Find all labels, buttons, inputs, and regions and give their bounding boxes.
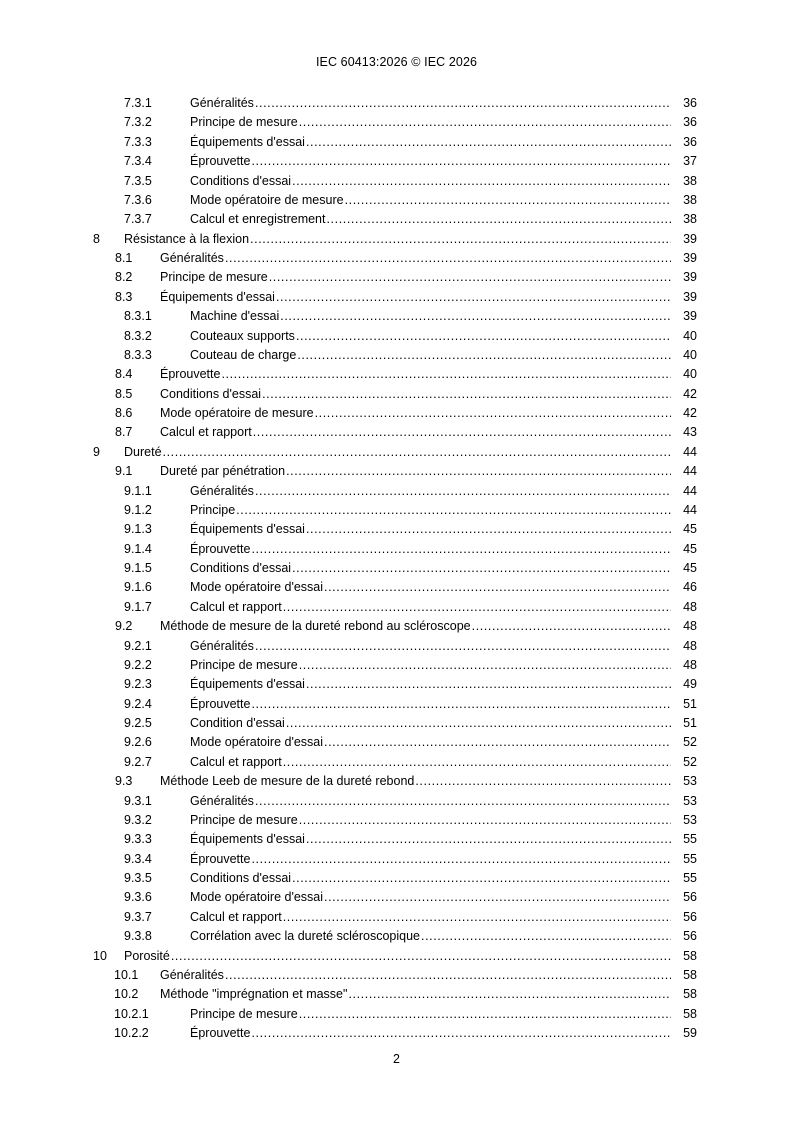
toc-dot-leader xyxy=(250,152,671,171)
toc-entry-page[interactable]: 59 xyxy=(683,1026,697,1040)
toc-entry-title-line xyxy=(160,423,671,442)
toc-entry-page[interactable]: 37 xyxy=(683,154,697,169)
toc-entry-title-line xyxy=(124,443,671,462)
toc-entry-page[interactable]: 36 xyxy=(683,96,697,110)
toc-entry-page[interactable]: 46 xyxy=(683,580,697,595)
toc-entry-number: 9.3.3 xyxy=(124,832,152,847)
toc-entry[interactable] xyxy=(0,695,793,714)
toc-entry-title[interactable]: Généralités xyxy=(190,793,254,808)
toc-entry-page[interactable]: 38 xyxy=(683,173,697,188)
toc-entry-title[interactable]: Équipements d'essai xyxy=(160,289,275,304)
toc-entry[interactable] xyxy=(0,830,793,849)
toc-entry-title-line xyxy=(190,830,671,849)
toc-entry-number: 9.3.2 xyxy=(124,812,152,827)
toc-dot-leader xyxy=(323,888,671,907)
toc-entry-page[interactable]: 58 xyxy=(683,967,697,982)
toc-entry[interactable] xyxy=(0,365,793,384)
toc-entry[interactable] xyxy=(0,927,793,946)
toc-dot-leader xyxy=(314,404,671,423)
toc-entry-title[interactable]: Mode opératoire d'essai xyxy=(190,890,324,905)
toc-dot-leader xyxy=(305,133,671,152)
toc-entry[interactable] xyxy=(0,172,793,191)
toc-dot-leader xyxy=(325,210,671,229)
toc-entry[interactable] xyxy=(0,1005,793,1024)
toc-entry-page[interactable]: 40 xyxy=(683,328,697,343)
toc-entry-title-line xyxy=(160,288,671,307)
toc-entry-title[interactable]: Mode opératoire de mesure xyxy=(190,192,344,207)
toc-entry-title-line xyxy=(190,714,671,733)
toc-dot-leader xyxy=(298,1005,671,1024)
toc-entry[interactable] xyxy=(0,598,793,617)
toc-entry-title[interactable]: Principe de mesure xyxy=(190,657,298,672)
toc-dot-leader xyxy=(282,908,671,927)
toc-entry-page[interactable]: 44 xyxy=(683,444,697,459)
toc-entry[interactable] xyxy=(0,385,793,404)
toc-dot-leader xyxy=(250,540,671,559)
toc-entry-number: 10.2.2 xyxy=(114,1026,149,1040)
toc-entry-title[interactable]: Corrélation avec la dureté scléroscopique xyxy=(190,929,420,944)
toc-entry[interactable] xyxy=(0,423,793,442)
toc-dot-leader xyxy=(162,443,671,462)
toc-entry-number: 7.3.2 xyxy=(124,115,152,130)
toc-entry-page[interactable]: 43 xyxy=(683,425,697,440)
page-number: 2 xyxy=(393,1052,400,1066)
toc-entry-title-line xyxy=(190,520,671,539)
toc-entry-title-line xyxy=(160,772,671,791)
toc-entry-title[interactable]: Machine d'essai xyxy=(190,309,280,324)
toc-entry-title-line xyxy=(190,210,671,229)
toc-entry-page[interactable]: 58 xyxy=(683,987,697,1002)
toc-entry-number: 9.2.3 xyxy=(124,677,152,692)
toc-entry-title[interactable]: Équipements d'essai xyxy=(190,832,305,847)
toc-entry-number: 9.3.8 xyxy=(124,929,152,944)
toc-entry-title[interactable]: Généralités xyxy=(190,96,254,110)
toc-entry-title-line xyxy=(190,113,671,132)
toc-entry-page[interactable]: 38 xyxy=(683,192,697,207)
toc-entry[interactable] xyxy=(0,811,793,830)
toc-entry-number: 9.2.5 xyxy=(124,716,152,730)
toc-entry-page[interactable]: 44 xyxy=(683,502,697,517)
toc-dot-leader xyxy=(279,307,671,326)
toc-entry-number: 9.3 xyxy=(115,774,133,789)
toc-entry-title-line xyxy=(190,578,671,597)
toc-entry-title-line xyxy=(160,365,671,384)
toc-dot-leader xyxy=(254,792,671,811)
toc-entry-number: 9.3.6 xyxy=(124,890,152,905)
toc-entry-title-line xyxy=(190,172,671,191)
toc-entry-title[interactable]: Équipements d'essai xyxy=(190,677,305,692)
toc-entry-number: 9.1.2 xyxy=(124,502,152,517)
toc-dot-leader xyxy=(414,772,671,791)
toc-entry-title[interactable]: Méthode "imprégnation et masse" xyxy=(160,987,348,1002)
toc-entry-title-line xyxy=(190,152,671,171)
toc-entry-title-line xyxy=(124,947,671,966)
toc-entry-title-line xyxy=(190,133,671,152)
toc-entry-title-line xyxy=(190,540,671,559)
toc-entry-page[interactable]: 56 xyxy=(683,890,697,905)
toc-entry-number: 9.1.4 xyxy=(124,541,152,556)
toc-entry[interactable] xyxy=(0,133,793,152)
toc-entry[interactable] xyxy=(0,869,793,888)
toc-entry-title[interactable]: Couteaux supports xyxy=(190,328,295,343)
toc-entry-number: 9.2 xyxy=(115,619,133,634)
toc-entry-page[interactable]: 48 xyxy=(683,599,697,614)
toc-entry-number: 9.2.1 xyxy=(124,638,152,653)
toc-entry-page[interactable]: 55 xyxy=(683,851,697,866)
toc-dot-leader xyxy=(250,1024,671,1043)
toc-entry-title-line xyxy=(190,1005,671,1024)
toc-dot-leader xyxy=(250,695,671,714)
toc-entry-number: 7.3.5 xyxy=(124,173,152,188)
toc-dot-leader xyxy=(170,947,671,966)
toc-entry-title[interactable]: Mode opératoire de mesure xyxy=(160,406,314,420)
toc-entry-page[interactable]: 51 xyxy=(683,696,697,711)
toc-entry-title-line xyxy=(190,927,671,946)
toc-entry-page[interactable]: 36 xyxy=(683,134,697,149)
toc-entry-page[interactable]: 49 xyxy=(683,677,697,692)
toc-dot-leader xyxy=(298,113,671,132)
toc-entry[interactable] xyxy=(0,578,793,597)
toc-entry-title-line xyxy=(190,695,671,714)
toc-entry[interactable] xyxy=(0,733,793,752)
toc-entry[interactable] xyxy=(0,191,793,210)
toc-dot-leader xyxy=(305,675,671,694)
toc-entry-number: 7.3.6 xyxy=(124,192,152,207)
toc-entry[interactable] xyxy=(0,113,793,132)
toc-entry-title[interactable]: Porosité xyxy=(124,948,170,963)
toc-dot-leader xyxy=(220,365,671,384)
toc-entry-number: 7.3.7 xyxy=(124,212,152,227)
toc-dot-leader xyxy=(298,811,671,830)
toc-entry-title[interactable]: Résistance à la flexion xyxy=(124,231,250,246)
toc-entry-title-line xyxy=(190,792,671,811)
toc-entry-title-line xyxy=(160,985,671,1004)
toc-entry-page[interactable]: 45 xyxy=(683,541,697,556)
toc-entry-title-line xyxy=(160,268,671,287)
toc-dot-leader xyxy=(250,850,671,869)
toc-entry[interactable] xyxy=(0,501,793,520)
toc-entry-number: 9.3.7 xyxy=(124,909,152,924)
toc-entry[interactable] xyxy=(0,985,793,1004)
toc-entry[interactable] xyxy=(0,249,793,268)
toc-entry[interactable] xyxy=(0,307,793,326)
toc-entry-number: 8.3.1 xyxy=(124,309,152,324)
toc-dot-leader xyxy=(305,830,671,849)
toc-entry-number: 9.2.6 xyxy=(124,735,152,750)
toc-dot-leader xyxy=(298,656,671,675)
toc-entry-page[interactable]: 42 xyxy=(683,406,697,420)
toc-entry-title[interactable]: Conditions d'essai xyxy=(190,871,292,885)
toc-entry-title-line xyxy=(160,249,671,268)
toc-entry-title[interactable]: Éprouvette xyxy=(160,367,221,382)
toc-dot-leader xyxy=(261,385,671,404)
toc-entry-number: 8.7 xyxy=(115,425,133,440)
toc-entry[interactable] xyxy=(0,656,793,675)
toc-entry-page[interactable]: 39 xyxy=(683,270,697,285)
toc-dot-leader xyxy=(254,482,671,501)
toc-entry[interactable] xyxy=(0,947,793,966)
toc-entry-title[interactable]: Équipements d'essai xyxy=(190,134,305,149)
toc-entry-title[interactable]: Principe xyxy=(190,502,236,517)
toc-dot-leader xyxy=(224,966,671,985)
toc-entry[interactable] xyxy=(0,94,793,113)
toc-entry-number: 7.3.4 xyxy=(124,154,152,169)
toc-dot-leader xyxy=(471,617,671,636)
toc-entry-page[interactable]: 53 xyxy=(683,774,697,789)
toc-entry-title-line xyxy=(190,598,671,617)
toc-entry[interactable] xyxy=(0,268,793,287)
toc-entry[interactable] xyxy=(0,714,793,733)
toc-entry-title-line xyxy=(190,888,671,907)
toc-entry-title[interactable]: Généralités xyxy=(160,251,224,265)
toc-dot-leader xyxy=(285,462,671,481)
toc-entry-number: 8.3 xyxy=(115,289,133,304)
toc-entry[interactable] xyxy=(0,443,793,462)
toc-entry-page[interactable]: 38 xyxy=(683,212,697,227)
toc-entry-title-line xyxy=(190,559,671,578)
toc-entry-number: 9 xyxy=(93,444,100,459)
toc-dot-leader xyxy=(249,230,671,249)
toc-dot-leader xyxy=(224,249,671,268)
toc-entry-number: 9.1.6 xyxy=(124,580,152,595)
toc-entry-title[interactable]: Condition d'essai xyxy=(190,716,285,730)
toc-entry-title[interactable]: Calcul et rapport xyxy=(160,425,252,440)
toc-entry-title[interactable]: Conditions d'essai xyxy=(190,173,292,188)
toc-entry[interactable] xyxy=(0,404,793,423)
toc-entry-title[interactable]: Généralités xyxy=(190,483,254,498)
toc-entry-title-line xyxy=(190,482,671,501)
toc-entry-number: 10 xyxy=(93,948,107,963)
toc-entry-page[interactable]: 53 xyxy=(683,812,697,827)
toc-entry-page[interactable]: 40 xyxy=(683,347,697,362)
toc-entry-page[interactable]: 48 xyxy=(683,657,697,672)
toc-entry-page[interactable]: 48 xyxy=(683,638,697,653)
toc-entry-number: 9.2.2 xyxy=(124,657,152,672)
toc-entry-title[interactable]: Généralités xyxy=(190,638,254,653)
toc-entry-title[interactable]: Dureté par pénétration xyxy=(160,464,286,479)
toc-entry-title-line xyxy=(160,404,671,423)
toc-entry-number: 7.3.1 xyxy=(124,96,152,110)
toc-entry-title-line xyxy=(190,1024,671,1043)
toc-entry-number: 8.2 xyxy=(115,270,133,285)
toc-dot-leader xyxy=(254,637,671,656)
toc-entry-title-line xyxy=(190,869,671,888)
toc-entry-page[interactable]: 55 xyxy=(683,871,697,885)
toc-entry-title[interactable]: Éprouvette xyxy=(190,696,251,711)
toc-entry[interactable] xyxy=(0,462,793,481)
toc-dot-leader xyxy=(347,985,671,1004)
toc-dot-leader xyxy=(420,927,671,946)
toc-entry-title[interactable]: Principe de mesure xyxy=(190,1006,298,1021)
toc-entry-page[interactable]: 39 xyxy=(683,251,697,265)
toc-dot-leader xyxy=(268,268,671,287)
toc-dot-leader xyxy=(291,172,671,191)
toc-entry-title-line xyxy=(160,966,671,985)
toc-entry-page[interactable]: 40 xyxy=(683,367,697,382)
document-header: IEC 60413:2026 © IEC 2026 xyxy=(315,55,478,69)
toc-entry-title-line xyxy=(190,811,671,830)
toc-entry-title[interactable]: Principe de mesure xyxy=(190,115,298,130)
toc-entry[interactable] xyxy=(0,675,793,694)
toc-entry[interactable] xyxy=(0,908,793,927)
toc-entry[interactable] xyxy=(0,753,793,772)
toc-entry-title[interactable]: Principe de mesure xyxy=(190,812,298,827)
toc-entry-title-line xyxy=(160,617,671,636)
toc-entry-page[interactable]: 45 xyxy=(683,522,697,537)
toc-dot-leader xyxy=(295,327,671,346)
toc-entry-page[interactable]: 48 xyxy=(683,619,697,634)
toc-entry-title[interactable]: Éprouvette xyxy=(190,1026,251,1040)
toc-dot-leader xyxy=(275,288,671,307)
toc-entry-page[interactable]: 44 xyxy=(683,483,697,498)
toc-entry[interactable] xyxy=(0,288,793,307)
toc-entry-title[interactable]: Mode opératoire d'essai xyxy=(190,735,324,750)
toc-entry-number: 9.3.4 xyxy=(124,851,152,866)
toc-entry-title[interactable]: Méthode de mesure de la dureté rebond au scléroscope xyxy=(160,619,471,634)
toc-entry[interactable] xyxy=(0,1024,793,1043)
toc-entry[interactable] xyxy=(0,152,793,171)
toc-entry-page[interactable]: 39 xyxy=(683,309,697,324)
toc-entry-page[interactable]: 56 xyxy=(683,909,697,924)
toc-entry[interactable] xyxy=(0,210,793,229)
toc-entry-number: 9.2.7 xyxy=(124,754,152,769)
toc-entry-title[interactable]: Généralités xyxy=(160,967,224,982)
toc-entry-title-line xyxy=(190,656,671,675)
toc-entry-title[interactable]: Principe de mesure xyxy=(160,270,268,285)
toc-entry[interactable] xyxy=(0,617,793,636)
toc-entry-page[interactable]: 58 xyxy=(683,1006,697,1021)
toc-entry-title[interactable]: Mode opératoire d'essai xyxy=(190,580,324,595)
toc-entry-title[interactable]: Calcul et rapport xyxy=(190,599,282,614)
toc-entry-number: 10.2.1 xyxy=(114,1006,149,1021)
toc-entry-page[interactable]: 36 xyxy=(683,115,697,130)
toc-entry-title[interactable]: Équipements d'essai xyxy=(190,522,305,537)
toc-entry-title-line xyxy=(190,191,671,210)
toc-entry-title-line xyxy=(160,462,671,481)
toc-entry-page[interactable]: 42 xyxy=(683,386,697,401)
toc-entry-title-line xyxy=(190,733,671,752)
toc-entry-title-line xyxy=(190,675,671,694)
toc-entry-title[interactable]: Calcul et rapport xyxy=(190,909,282,924)
toc-entry-number: 8.5 xyxy=(115,386,133,401)
toc-entry-title-line xyxy=(160,385,671,404)
toc-entry[interactable] xyxy=(0,850,793,869)
toc-dot-leader xyxy=(305,520,671,539)
toc-entry[interactable] xyxy=(0,772,793,791)
toc-dot-leader xyxy=(235,501,671,520)
toc-dot-leader xyxy=(291,559,671,578)
toc-entry-title-line xyxy=(190,753,671,772)
toc-entry-title-line xyxy=(190,501,671,520)
toc-entry[interactable] xyxy=(0,230,793,249)
toc-entry-number: 9.1.5 xyxy=(124,561,152,575)
toc-entry-title-line xyxy=(190,307,671,326)
toc-entry-number: 9.1 xyxy=(115,464,133,479)
toc-entry-title-line xyxy=(190,94,671,113)
toc-dot-leader xyxy=(282,753,671,772)
toc-entry-page[interactable]: 53 xyxy=(683,793,697,808)
toc-entry-title[interactable]: Conditions d'essai xyxy=(160,386,262,401)
toc-entry-title[interactable]: Éprouvette xyxy=(190,541,251,556)
toc-entry-number: 9.3.5 xyxy=(124,871,152,885)
toc-entry-number: 8.1 xyxy=(115,251,133,265)
toc-entry-page[interactable]: 52 xyxy=(683,735,697,750)
toc-entry-page[interactable]: 45 xyxy=(683,561,697,575)
toc-entry-number: 7.3.3 xyxy=(124,134,152,149)
toc-entry-number: 8.3.2 xyxy=(124,328,152,343)
toc-dot-leader xyxy=(296,346,671,365)
toc-entry[interactable] xyxy=(0,327,793,346)
toc-entry-title-line xyxy=(124,230,671,249)
toc-entry-number: 8.3.3 xyxy=(124,347,152,362)
table-of-contents xyxy=(0,94,793,1043)
toc-entry-title[interactable]: Éprouvette xyxy=(190,851,251,866)
toc-dot-leader xyxy=(282,598,671,617)
toc-entry-title-line xyxy=(190,908,671,927)
toc-entry-title[interactable]: Couteau de charge xyxy=(190,347,297,362)
toc-entry-title[interactable]: Conditions d'essai xyxy=(190,561,292,575)
toc-entry[interactable] xyxy=(0,637,793,656)
toc-entry-page[interactable]: 39 xyxy=(683,289,697,304)
toc-dot-leader xyxy=(291,869,671,888)
toc-entry-page[interactable]: 51 xyxy=(683,716,697,730)
toc-entry-number: 8.6 xyxy=(115,406,133,420)
toc-entry[interactable] xyxy=(0,559,793,578)
toc-entry-number: 9.3.1 xyxy=(124,793,152,808)
toc-entry-title[interactable]: Calcul et enregistrement xyxy=(190,212,326,227)
toc-entry-number: 8.4 xyxy=(115,367,133,382)
toc-dot-leader xyxy=(344,191,671,210)
toc-dot-leader xyxy=(323,733,671,752)
toc-entry-page[interactable]: 52 xyxy=(683,754,697,769)
toc-dot-leader xyxy=(252,423,671,442)
toc-entry-page[interactable]: 58 xyxy=(683,948,697,963)
toc-entry-page[interactable]: 56 xyxy=(683,929,697,944)
toc-entry-title[interactable]: Dureté xyxy=(124,444,162,459)
toc-entry-title-line xyxy=(190,637,671,656)
toc-entry[interactable] xyxy=(0,966,793,985)
toc-entry[interactable] xyxy=(0,540,793,559)
toc-entry[interactable] xyxy=(0,520,793,539)
toc-entry-title-line xyxy=(190,346,671,365)
toc-entry-number: 9.1.1 xyxy=(124,483,152,498)
toc-entry-page[interactable]: 55 xyxy=(683,832,697,847)
toc-dot-leader xyxy=(323,578,671,597)
toc-entry-page[interactable]: 44 xyxy=(683,464,697,479)
toc-entry-title-line xyxy=(190,850,671,869)
toc-entry-title[interactable]: Méthode Leeb de mesure de la dureté rebond xyxy=(160,774,415,789)
toc-entry-title[interactable]: Éprouvette xyxy=(190,154,251,169)
toc-entry-title[interactable]: Calcul et rapport xyxy=(190,754,282,769)
toc-entry-number: 8 xyxy=(93,231,100,246)
toc-entry-number: 10.1 xyxy=(114,967,139,982)
toc-entry[interactable] xyxy=(0,792,793,811)
toc-dot-leader xyxy=(254,94,671,113)
toc-entry[interactable] xyxy=(0,482,793,501)
toc-entry-number: 9.1.7 xyxy=(124,599,152,614)
toc-entry-number: 9.2.4 xyxy=(124,696,152,711)
toc-entry[interactable] xyxy=(0,346,793,365)
toc-dot-leader xyxy=(285,714,671,733)
toc-entry-number: 9.1.3 xyxy=(124,522,152,537)
toc-entry[interactable] xyxy=(0,888,793,907)
toc-entry-title-line xyxy=(190,327,671,346)
toc-entry-number: 10.2 xyxy=(114,987,139,1002)
toc-entry-page[interactable]: 39 xyxy=(683,231,697,246)
